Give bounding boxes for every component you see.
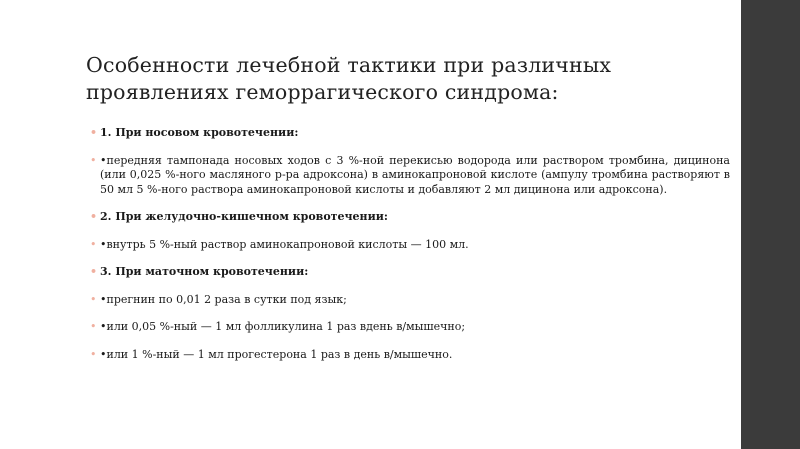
list-item <box>90 292 730 308</box>
item-text: •или 1 %-ный — 1 мл прогестерона 1 раз в день в/мышечно. <box>100 347 453 361</box>
list-item <box>90 210 730 225</box>
bullet-marker: • <box>90 292 97 306</box>
item-text: •передняя тампонада носовых ходов с 3 %-ной перекисью водорода или раствором тромбина, дицинона (или 0,025 %-ного масляного р-ра адроксона) в аминокапроновой кислоте (ампулу тромбина растворяют в 50 мл 5 %-ного раствора аминокапроновой кислоты и добавляют 2 мл дицинона или адроксона). <box>100 153 730 196</box>
slide-body <box>90 126 730 375</box>
slide-title <box>86 52 726 106</box>
bullet-marker: • <box>90 265 98 278</box>
item-text: •или 0,05 %-ный — 1 мл фолликулина 1 раз вдень в/мышечно; <box>100 320 466 333</box>
bullet-marker: • <box>90 347 97 361</box>
title-line-1: Особенности лечебной тактики при различных <box>86 53 612 77</box>
section-heading-gi: 2. При желудочно-кишечном кровотечении: <box>100 210 388 223</box>
list-item <box>90 126 730 141</box>
bullet-marker: • <box>90 210 98 223</box>
list-item <box>90 153 730 198</box>
slide-side-bar <box>741 0 800 449</box>
list-item <box>90 347 730 363</box>
item-text: •прегнин по 0,01 2 раза в сутки под язык; <box>100 292 347 306</box>
bullet-marker: • <box>90 153 97 167</box>
bullet-marker: • <box>90 320 97 333</box>
list-item <box>90 265 730 280</box>
list-item <box>90 237 730 253</box>
section-heading-uterine: 3. При маточном кровотечении: <box>100 265 309 278</box>
list-item <box>90 320 730 335</box>
bullet-marker: • <box>90 126 98 139</box>
section-heading-nasal: 1. При носовом кровотечении: <box>100 126 299 139</box>
title-line-2: проявлениях геморрагического синдрома: <box>86 80 559 104</box>
item-text: •внутрь 5 %-ный раствор аминокапроновой кислоты — 100 мл. <box>100 237 469 251</box>
bullet-marker: • <box>90 237 97 251</box>
